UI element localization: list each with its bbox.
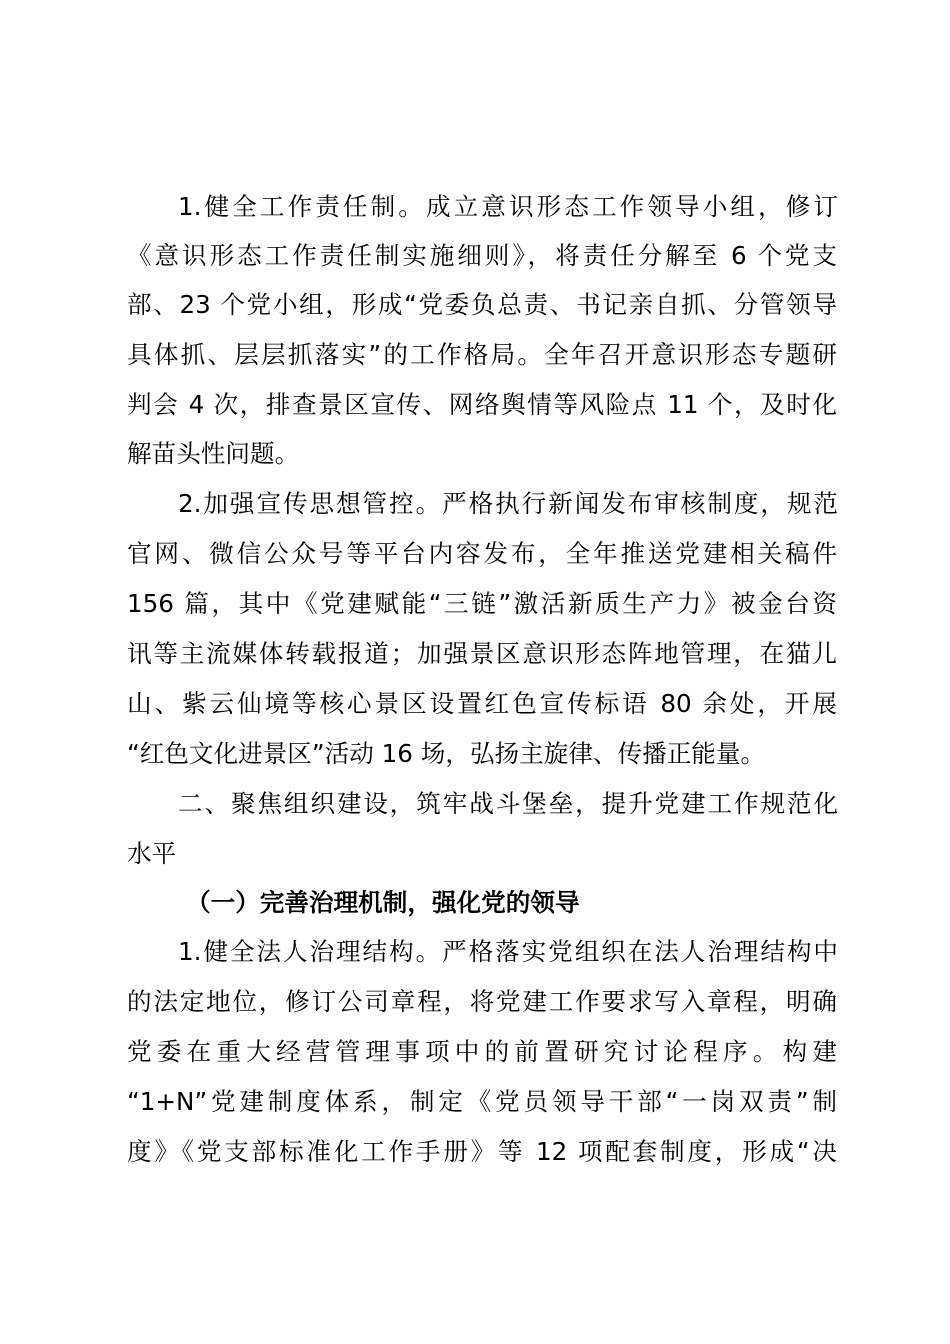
text-line: 党委在重大经营管理事项中的前置研究讨论程序。构建 (127, 1037, 837, 1066)
text-line: 部、23 个党小组，形成“党委负总责、书记亲自抓、分管领导 (127, 290, 837, 319)
heading-line: 水平 (127, 839, 177, 868)
text-line: 解苗头性问题。 (127, 439, 300, 468)
text-line: 判会 4 次，排查景区宣传、网络舆情等风险点 11 个，及时化 (127, 390, 837, 419)
subheading-line: （一）完善治理机制，强化党的领导 (186, 888, 580, 917)
heading-line: 二、聚焦组织建设，筑牢战斗堡垒，提升党建工作规范化 (178, 789, 838, 818)
text-line: 1.健全法人治理结构。严格落实党组织在法人治理结构中 (178, 937, 838, 966)
text-line: 1.健全工作责任制。成立意识形态工作领导小组，修订 (178, 192, 838, 221)
text-line: 的法定地位，修订公司章程，将党建工作要求写入章程，明确 (127, 987, 837, 1016)
text-line: “红色文化进景区”活动 16 场，弘扬主旋律、传播正能量。 (127, 739, 766, 768)
text-line: 2.加强宣传思想管控。严格执行新闻发布审核制度，规范 (178, 489, 838, 518)
text-line: “1+N”党建制度体系，制定《党员领导干部“一岗双责”制 (127, 1087, 837, 1116)
text-line: 具体抓、层层抓落实”的工作格局。全年召开意识形态专题研 (127, 340, 837, 369)
text-line: 讯等主流媒体转载报道；加强景区意识形态阵地管理，在猫儿 (127, 639, 837, 668)
text-line: 度》《党支部标准化工作手册》等 12 项配套制度，形成“决 (127, 1137, 837, 1166)
text-line: 官网、微信公众号等平台内容发布，全年推送党建相关稿件 (127, 539, 837, 568)
text-line: 《意识形态工作责任制实施细则》，将责任分解至 6 个党支 (127, 241, 837, 270)
text-line: 156 篇，其中《党建赋能“三链”激活新质生产力》被金台资 (127, 589, 837, 618)
text-line: 山、紫云仙境等核心景区设置红色宣传标语 80 余处，开展 (127, 689, 837, 718)
